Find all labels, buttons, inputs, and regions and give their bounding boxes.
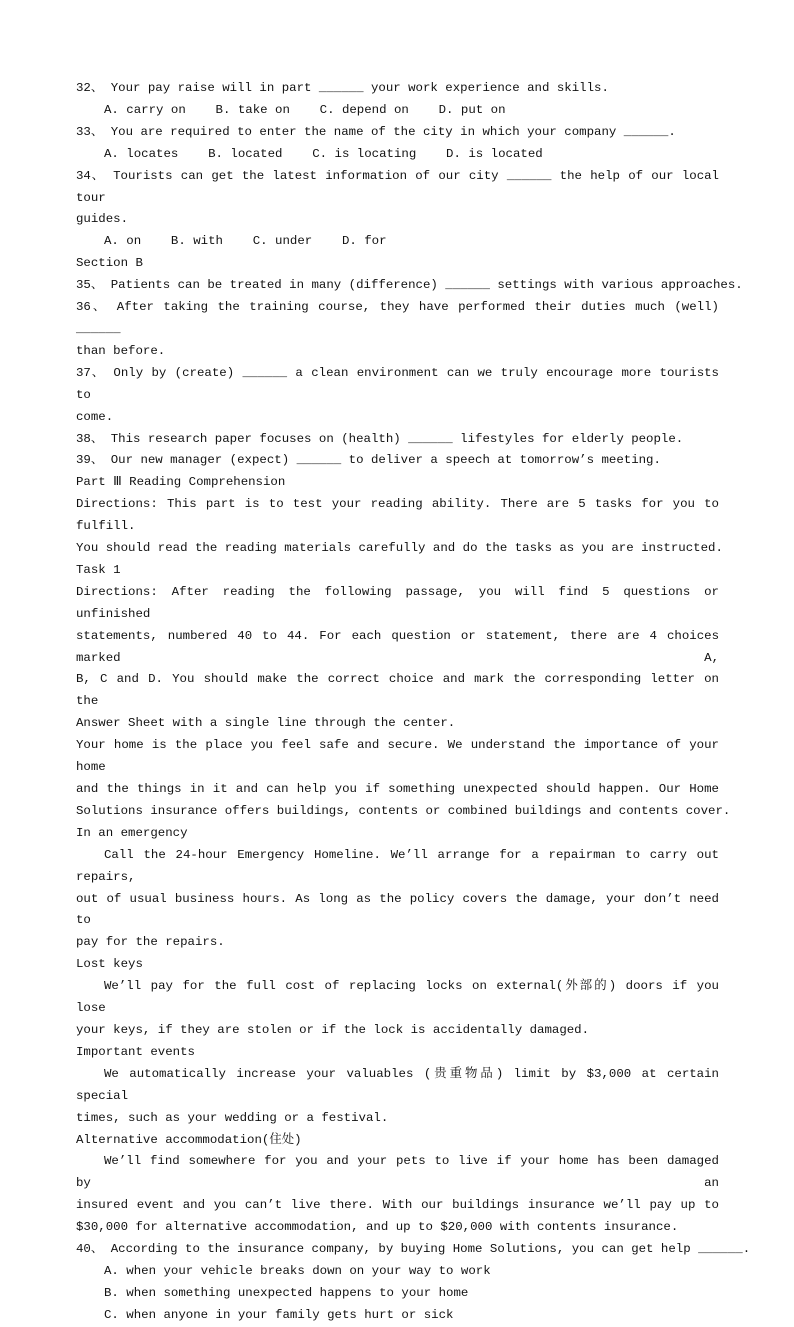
passage-intro-line3: Solutions insurance offers buildings, contents or combined buildings and contents cover. <box>76 803 731 818</box>
question-40-option-a: A. when your vehicle breaks down on your way to work <box>104 1263 491 1278</box>
question-34-options: A. on B. with C. under D. for <box>104 234 387 249</box>
lost-keys-line2: your keys, if they are stolen or if the lock is accidentally damaged. <box>76 1022 590 1037</box>
question-33-options: A. locates B. located C. is locating D. is located <box>104 146 543 161</box>
emergency-line2: out of usual business hours. As long as the policy covers the damage, your don’t need to <box>76 891 719 928</box>
task-1-directions-line2: statements, numbered 40 to 44. For each question or statement, there are 4 choices marked A, <box>76 628 719 665</box>
question-34-stem-line1: 34、 Tourists can get the latest information of our city ______ the help of our local tour <box>76 168 719 205</box>
important-events-line2: times, such as your wedding or a festival. <box>76 1110 389 1125</box>
alternative-accommodation-line1: We’ll find somewhere for you and your pets to live if your home has been damaged by an <box>76 1154 719 1191</box>
question-40-stem: 40、 According to the insurance company, by buying Home Solutions, you can get help ______. <box>76 1242 751 1257</box>
question-37-line2: come. <box>76 409 114 424</box>
question-37-line1: 37、 Only by (create) ______ a clean environment can we truly encourage more tourists to <box>76 365 719 402</box>
question-32-stem: 32、 Your pay raise will in part ______ your work experience and skills. <box>76 81 609 95</box>
part-3-directions-line2: You should read the reading materials carefully and do the tasks as you are instructed. <box>76 541 723 556</box>
passage-intro-line2: and the things in it and can help you if something unexpected should happen. Our Home <box>76 782 719 796</box>
question-39: 39、 Our new manager (expect) ______ to deliver a speech at tomorrow’s meeting. <box>76 453 661 468</box>
question-40-option-c: C. when anyone in your family gets hurt or sick <box>104 1307 454 1322</box>
part-3-directions-line1: Directions: This part is to test your reading ability. There are 5 tasks for you to fulfill. <box>76 497 719 534</box>
alternative-accommodation-line2: insured event and you can’t live there. With our buildings insurance we’ll pay up to <box>76 1198 719 1213</box>
question-33-stem: 33、 You are required to enter the name of the city in which your company ______. <box>76 124 676 139</box>
section-b-heading: Section B <box>76 256 143 271</box>
alternative-accommodation-heading: Alternative accommodation(住处) <box>76 1132 302 1147</box>
question-32-options: A. carry on B. take on C. depend on D. put on <box>104 102 506 117</box>
alternative-accommodation-line3: $30,000 for alternative accommodation, and up to $20,000 with contents insurance. <box>76 1220 679 1235</box>
question-36-line1: 36、 After taking the training course, they have performed their duties much (well) ______ <box>76 300 719 336</box>
task-1-directions-line4: Answer Sheet with a single line through the center. <box>76 716 456 731</box>
question-36-line2: than before. <box>76 343 166 358</box>
question-40-option-b: B. when something unexpected happens to your home <box>104 1285 469 1300</box>
part-3-heading: Part Ⅲ Reading Comprehension <box>76 475 286 490</box>
question-38: 38、 This research paper focuses on (health) ______ lifestyles for elderly people. <box>76 431 684 446</box>
emergency-line3: pay for the repairs. <box>76 935 225 950</box>
lost-keys-line1: We’ll pay for the full cost of replacing locks on external(外部的) doors if you lose <box>76 979 719 1016</box>
task-1-heading: Task 1 <box>76 562 121 577</box>
important-events-heading: Important events <box>76 1044 195 1059</box>
task-1-directions-line1: Directions: After reading the following passage, you will find 5 questions or unfinished <box>76 584 719 621</box>
lost-keys-heading: Lost keys <box>76 957 143 972</box>
question-35: 35、 Patients can be treated in many (difference) ______ settings with various approaches. <box>76 278 743 293</box>
question-34-stem-line2: guides. <box>76 212 129 227</box>
passage-intro-line1: Your home is the place you feel safe and secure. We understand the importance of your home <box>76 738 719 775</box>
exam-page <box>76 78 751 1327</box>
task-1-directions-line3: B, C and D. You should make the correct choice and mark the corresponding letter on the <box>76 672 719 709</box>
emergency-heading: In an emergency <box>76 825 188 840</box>
emergency-line1: Call the 24-hour Emergency Homeline. We’ll arrange for a repairman to carry out repairs, <box>76 847 719 884</box>
important-events-line1: We automatically increase your valuables (贵重物品) limit by $3,000 at certain special <box>76 1066 719 1103</box>
